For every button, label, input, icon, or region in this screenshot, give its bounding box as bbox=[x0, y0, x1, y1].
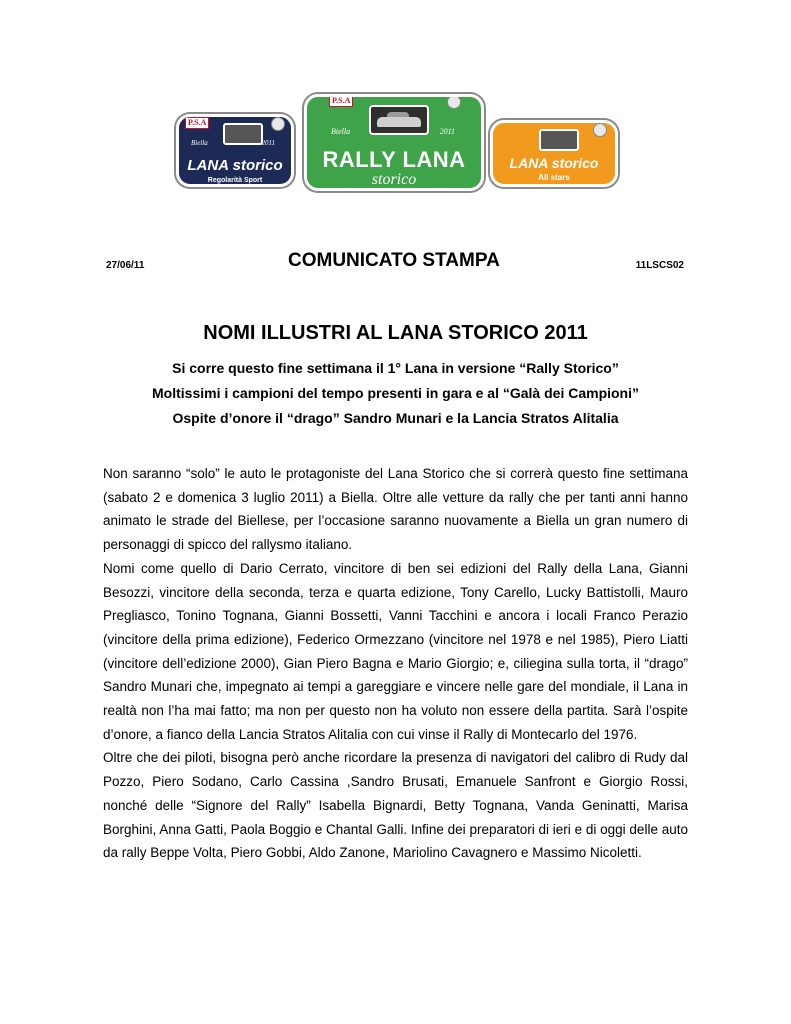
paragraph: Nomi come quello di Dario Cerrato, vincitore di ben sei edizioni del Rally della Lana, Gianni Besozzi, vincitore della seconda, terza e quarta edizione, Tony Carello, Lucky Battistolli, Mauro Pregliasco, Tonino Tognana, Gianni Bossetti, Vanni Tacchini e ancora i locali Franco Perazio (vincitore della prima edizione), Federico Ormezzano (vincitore nel 1978 e nel 1985), Piero Liatti (vincitore dell’edizione 2000), Gian Piero Bagna e Mario Giorgio; e, ciliegina sulla torta, il “drago” Sandro Munari che, impegnato ai tempi a gareggiare e vincere nelle gare del mondiale, il Lana in realtà non l’ha mai fatto; ma non per questo non ha voluto non essere della partita. Sarà l’ospite d’onore, a fianco della Lancia Stratos Alitalia con cui vinse il Rally di Montecarlo del 1976. bbox=[103, 560, 688, 742]
subtitle-line: Moltissimi i campioni del tempo presenti in gara e al “Galà dei Campioni” bbox=[152, 385, 639, 401]
car-photo-icon bbox=[539, 129, 579, 151]
badge-subtitle: All stars bbox=[538, 173, 570, 182]
release-date: 27/06/11 bbox=[106, 260, 145, 271]
badge-town: Biella bbox=[191, 139, 208, 147]
subtitle-line: Si corre questo fine settimana il 1° Lana in versione “Rally Storico” bbox=[172, 360, 619, 376]
badge-town: Biella bbox=[331, 127, 351, 136]
car-photo-icon bbox=[223, 123, 263, 145]
badge-year: 2011 bbox=[439, 127, 455, 136]
badge-subtitle: storico bbox=[371, 171, 417, 188]
subtitle-block bbox=[0, 356, 791, 431]
document-heading: COMUNICATO STAMPA bbox=[288, 250, 500, 271]
psa-tag: P.S.A bbox=[185, 117, 209, 129]
rally-lana-storico-badge bbox=[304, 94, 484, 191]
badge-subtitle: Regolarità Sport bbox=[207, 177, 263, 184]
badge-title: RALLY LANA bbox=[322, 147, 466, 172]
paragraph: Non saranno “solo” le auto le protagoniste del Lana Storico che si correrà questo fine settimana (sabato 2 e domenica 3 luglio 2011) a Biella. Oltre alle vetture da rally che per tanti anni hanno animato le strade del Biellese, per l’occasione saranno nuovamente a Biella un gran numero di personaggi di spicco del rallysmo italiano. bbox=[103, 466, 688, 553]
seal-icon bbox=[593, 123, 607, 137]
seal-icon bbox=[447, 95, 461, 109]
press-release-header bbox=[0, 250, 791, 274]
seal-icon bbox=[271, 117, 285, 131]
release-code: 11LSCS02 bbox=[635, 260, 684, 271]
paragraph: Oltre che dei piloti, bisogna però anche ricordare la presenza di navigatori del calibro di Rudy dal Pozzo, Piero Sodano, Carlo Cassina ,Sandro Brusati, Emanuele Sanfront e Giorgio Rossi, nonché delle “Signore del Rally” Isabella Bignardi, Betty Tognana, Vanda Geninatti, Marisa Borghini, Anna Gatti, Paola Boggio e Chantal Galli. Infine dei preparatori di ieri e di oggi delle auto da rally Beppe Volta, Piero Gobbi, Aldo Zanone, Mariolino Cavagnero e Massimo Nicoletti. bbox=[103, 750, 688, 861]
car-photo-icon bbox=[369, 105, 429, 135]
article-body bbox=[103, 462, 688, 865]
psa-tag: P.S.A bbox=[329, 95, 353, 107]
badge-title: LANA storico bbox=[187, 157, 283, 174]
lana-storico-all-stars-badge bbox=[490, 120, 618, 187]
badge-title: LANA storico bbox=[509, 155, 599, 171]
event-logo bbox=[168, 80, 620, 195]
subtitle-line: Ospite d’onore il “drago” Sandro Munari e la Lancia Stratos Alitalia bbox=[172, 410, 619, 426]
lana-storico-regolarita-badge bbox=[176, 114, 294, 187]
page-title: NOMI ILLUSTRI AL LANA STORICO 2011 bbox=[203, 322, 588, 344]
badge-year: 2011 bbox=[261, 139, 275, 147]
